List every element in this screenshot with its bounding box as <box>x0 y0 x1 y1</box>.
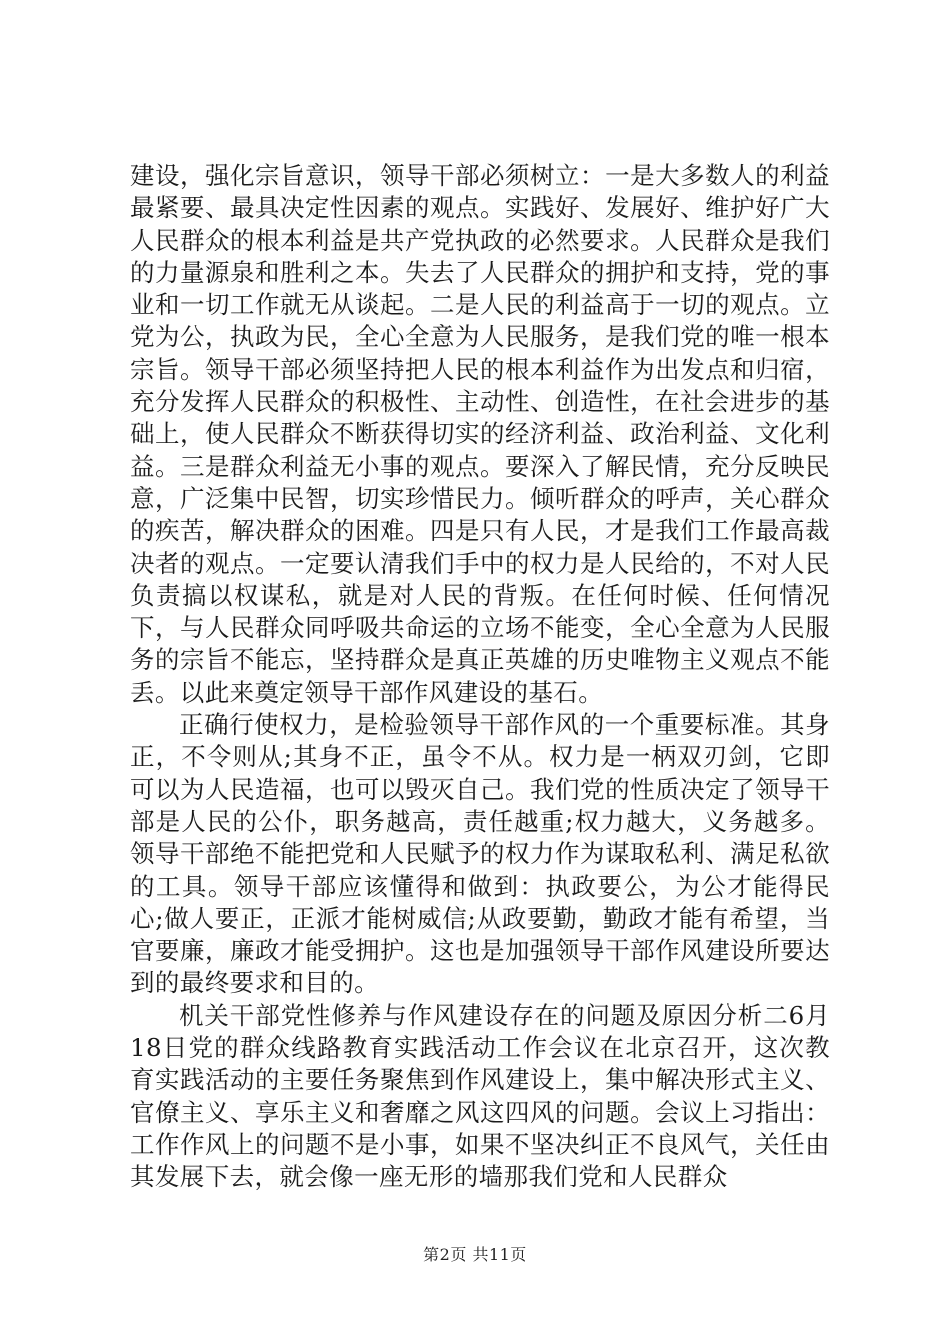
page-number-footer: 第2页 共11页 <box>423 1245 527 1264</box>
document-body <box>130 160 830 1194</box>
paragraph-3: 机关干部党性修养与作风建设存在的问题及原因分析二6月18日党的群众线路教育实践活动工作会议在北京召开，这次教育实践活动的主要任务聚焦到作风建设上，集中解决形式主义、官僚主义、享乐主义和奢靡之风这四风的问题。会议上习指出：工作作风上的问题不是小事，如果不坚决纠正不良风气，关任由其发展下去，就会像一座无形的墙那我们党和人民群众 <box>130 1000 830 1192</box>
paragraph-1: 建设，强化宗旨意识，领导干部必须树立：一是大多数人的利益最紧要、最具决定性因素的观点。实践好、发展好、维护好广大人民群众的根本利益是共产党执政的必然要求。人民群众是我们的力量源泉和胜利之本。失去了人民群众的拥护和支持，党的事业和一切工作就无从谈起。二是人民的利益高于一切的观点。立党为公，执政为民，全心全意为人民服务，是我们党的唯一根本宗旨。领导干部必须坚持把人民的根本利益作为出发点和归宿，充分发挥人民群众的积极性、主动性、创造性，在社会进步的基础上，使人民群众不断获得切实的经济利益、政治利益、文化利益。三是群众利益无小事的观点。要深入了解民情，充分反映民意，广泛集中民智，切实珍惜民力。倾听群众的呼声，关心群众的疾苦，解决群众的困难。四是只有人民，才是我们工作最高裁决者的观点。一定要认清我们手中的权力是人民给的，不对人民负责搞以权谋私，就是对人民的背叛。在任何时候、任何情况下，与人民群众同呼吸共命运的立场不能变，全心全意为人民服务的宗旨不能忘，坚持群众是真正英雄的历史唯物主义观点不能丢。以此来奠定领导干部作风建设的基石。 <box>130 161 830 707</box>
paragraph-2: 正确行使权力，是检验领导干部作风的一个重要标准。其身正，不令则从;其身不正，虽令不从。权力是一柄双刃剑，它即可以为人民造福，也可以毁灭自己。我们党的性质决定了领导干部是人民的公仆，职务越高，责任越重;权力越大，义务越多。领导干部绝不能把党和人民赋予的权力作为谋取私利、满足私欲的工具。领导干部应该懂得和做到：执政要公，为公才能得民心;做人要正，正派才能树威信;从政要勤，勤政才能有希望，当官要廉，廉政才能受拥护。这也是加强领导干部作风建设所要达到的最终要求和目的。 <box>130 710 830 998</box>
